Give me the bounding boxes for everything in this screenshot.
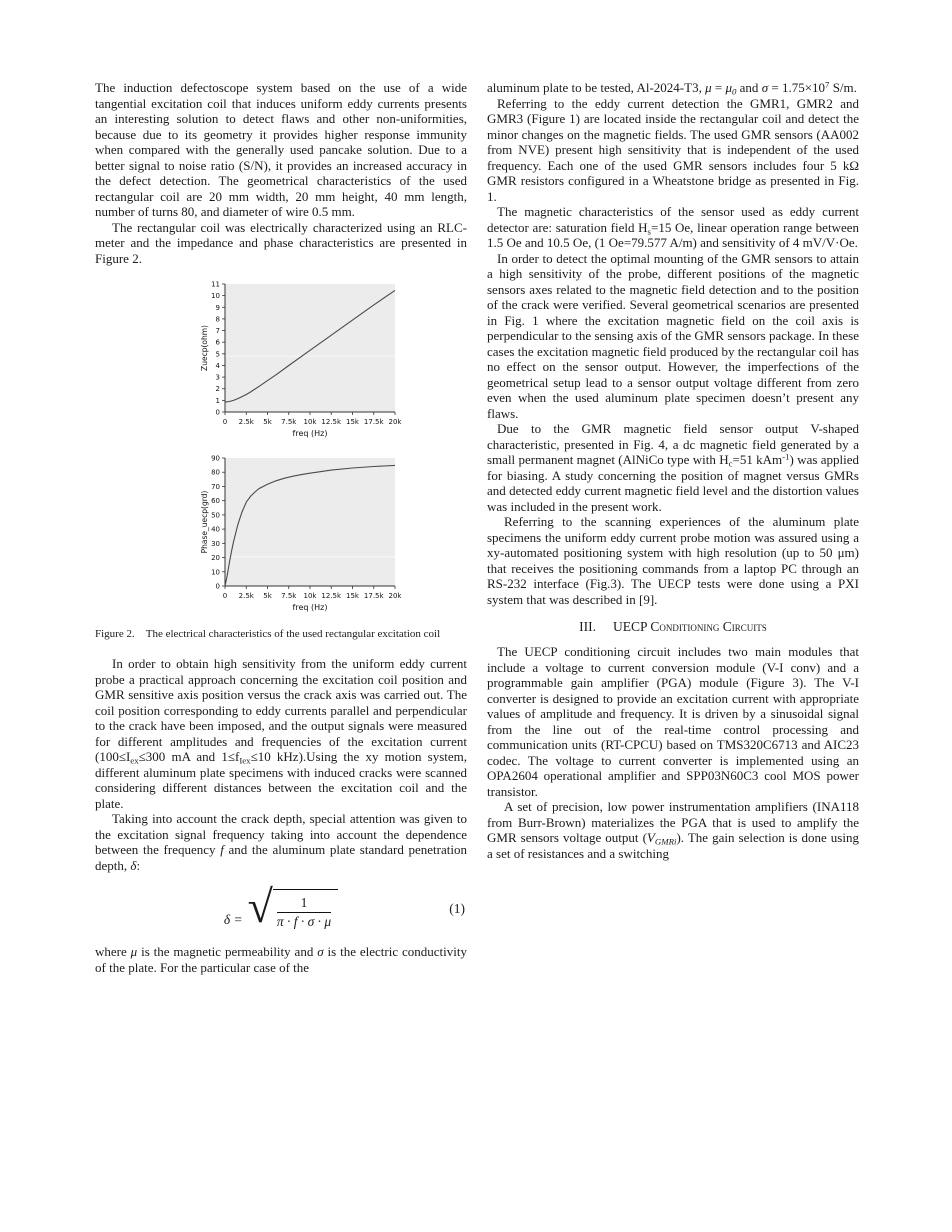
paragraph-rlc-characterization: The rectangular coil was electrically characterized using an RLC-meter and the impedance and phase characteristics are presented in Figure 2. [95, 219, 467, 266]
svg-text:17.5k: 17.5k [363, 592, 384, 600]
figure-2 [199, 280, 403, 621]
figure-caption [95, 628, 467, 641]
square-root [247, 881, 339, 932]
svg-text:9: 9 [215, 303, 220, 312]
section-heading-uecp [487, 619, 859, 635]
svg-text:8: 8 [215, 315, 220, 324]
svg-text:7: 7 [215, 327, 220, 336]
paragraph-pga: A set of precision, low power instrumentation amplifiers (INA118 from Burr-Brown) materializes the PGA that is used to amplify the GMR sensors voltage output $(V_{GMRi})$. The gain selection is done using a set of resistances and a switching [487, 799, 859, 861]
svg-text:2.5k: 2.5k [238, 418, 254, 426]
svg-text:6: 6 [215, 338, 220, 347]
svg-text:0: 0 [222, 418, 228, 426]
right-column [487, 80, 859, 861]
svg-text:7.5k: 7.5k [281, 592, 297, 600]
svg-text:10k: 10k [303, 592, 317, 600]
left-column [95, 80, 467, 975]
svg-text:60: 60 [211, 497, 220, 506]
svg-text:15k: 15k [346, 418, 359, 426]
svg-text:40: 40 [211, 525, 220, 534]
paragraph-permeability: where μ is the magnetic permeability and σ is the electric conductivity of the plate. For the particular case of the [95, 944, 467, 975]
equation-numerator: 1 [277, 895, 331, 913]
svg-text:90: 90 [211, 454, 220, 463]
svg-text:3: 3 [215, 373, 220, 382]
svg-text:80: 80 [211, 468, 220, 477]
svg-text:freq (Hz): freq (Hz) [292, 429, 328, 438]
paragraph-optimal-mounting: In order to detect the optimal mounting of the GMR sensors to attain a high sensitivity of the probe, different positions of the magnetic sensors axes related to the magnetic field detection and to the position of the crack were verified. Several geometrical scenarios are presented in Fig. 1 where the excitation magnetic field on the coil axis is perpendicular to the sensing axis of the GMR sensors package. In these cases the excitation magnetic field produced by the rectangular coil has no effect on the sensor output. However, the imperfections of the geometrical setup lead to a sensor output voltage different from zero even when the used aluminum plate specimen doesn’t present any flaws. [487, 250, 859, 421]
svg-text:1: 1 [215, 396, 220, 405]
section-title: UECP Conditioning Circuits [613, 619, 767, 634]
svg-text:2: 2 [215, 385, 220, 394]
paragraph-aluminum-plate: aluminum plate to be tested, Al-2024-T3, $\mu = \mu_0$ and $\sigma = 1.75\times 10^7$ S/m. [487, 79, 857, 97]
svg-text:20: 20 [211, 554, 220, 563]
paragraph-sensitivity-approach: In order to obtain high sensitivity from the uniform eddy current probe a practical approach concerning the excitation coil position and GMR sensitive axis position versus the crack axis was carried out. The coil position corresponding to eddy currents parallel and perpendicular to the crack have been imposed, and the output signals were measured for different amplitudes and frequencies of the excitation current ($100\le I_{ex}\le 300$ mA and $1\le f_{Iex}\le 10$ kHz).Using the xy motion system, different aluminum plate specimens with induced cracks were scanned considering different distances between the excitation coil and the plate. [95, 656, 467, 811]
svg-text:12.5k: 12.5k [321, 592, 342, 600]
section-number: III. [579, 619, 597, 634]
equation-number: (1) [449, 901, 465, 916]
equation-denominator: π · f · σ · μ [276, 914, 332, 929]
svg-text:2.5k: 2.5k [238, 592, 254, 600]
paragraph-defectoscope-intro: The induction defectoscope system based on the use of a wide tangential excitation coil that induces uniform eddy currents presents an interesting solution to detect flaws and other non-uniformities, because due to its geometry it provides higher response immunity when compared with the generally used pancake solution. Due to a better signal to noise ratio (S/N), it provides an increased accuracy in the defect detection. The geometrical characteristics of the used rectangular coil are 20 mm width, 20 mm height, 40 mm length, number of turns 80, and diameter of wire 0.5 mm. [95, 80, 467, 219]
svg-text:10: 10 [211, 292, 220, 301]
phase-chart [199, 454, 403, 621]
figure-caption-text: The electrical characteristics of the used rectangular excitation coil [145, 628, 441, 640]
paragraph-crack-depth: Taking into account the crack depth, special attention was given to the excitation signal frequency taking into account the dependence between the frequency f and the aluminum plate standard penetration depth, δ: [95, 811, 467, 873]
svg-text:Phase_uecp(grd): Phase_uecp(grd) [200, 490, 209, 554]
svg-text:30: 30 [211, 539, 220, 548]
paragraph-gmr-detection: Referring to the eddy current detection the GMR1, GMR2 and GMR3 (Figure 1) are located inside the rectangular coil and detect the minor changes on the magnetic fields. The used GMR sensors (AA002 from NVE) present high sensitivity that is independent of the used frequency. Each one of the used GMR sensors includes four 5 kΩ GMR resistors configured in a Wheatstone bridge as presented in Fig. 1. [487, 95, 859, 204]
svg-text:5k: 5k [263, 418, 272, 426]
svg-text:0: 0 [222, 592, 228, 600]
svg-text:Zuecp(ohm): Zuecp(ohm) [200, 325, 209, 371]
svg-text:15k: 15k [346, 592, 359, 600]
paragraph-v-shaped-biasing: Due to the GMR magnetic field sensor output V-shaped characteristic, presented in Fig. 4, a dc magnetic field generated by a small permanent magnet (AlNiCo type with $H_c=51$ kAm$^{-1}$) was applied for biasing. A study concerning the position of magnet versus GMRs and detected eddy current magnetic field level and the distortion values was included in the present work. [487, 421, 859, 514]
svg-text:7.5k: 7.5k [281, 418, 297, 426]
equation-lhs: δ = [223, 912, 243, 927]
svg-text:70: 70 [211, 482, 220, 491]
figure-caption-label: Figure 2. [95, 628, 135, 640]
svg-text:freq (Hz): freq (Hz) [292, 603, 328, 612]
svg-text:10: 10 [211, 568, 220, 577]
svg-text:4: 4 [215, 361, 220, 370]
svg-text:0: 0 [215, 582, 220, 591]
equation-1 [95, 881, 467, 932]
impedance-chart [199, 280, 403, 447]
paragraph-conditioning-circuit: The UECP conditioning circuit includes two main modules that include a voltage to current conversion module (V-I conv) and a programmable gain amplifier (PGA) module (Figure 3). The V-I converter is designed to provide an excitation current with appropriate values of amplitude and frequency. It is driven by a sinusoidal signal from the line out of the real-time control processing and communication units (RT-CPCU) based on TMS320C6713 and AIC23 codec. The voltage to current converter is implemented using an OPA2604 operational amplifier and SPP03N60C3 cool MOS power transistor. [487, 644, 859, 799]
svg-text:17.5k: 17.5k [363, 418, 384, 426]
radical-sign: √ [247, 881, 273, 932]
svg-text:11: 11 [211, 280, 220, 289]
svg-text:12.5k: 12.5k [321, 418, 342, 426]
svg-text:20k: 20k [388, 592, 402, 600]
equation-body [223, 881, 338, 932]
svg-text:50: 50 [211, 511, 220, 520]
svg-text:5: 5 [215, 350, 220, 359]
svg-text:0: 0 [215, 408, 220, 417]
svg-text:5k: 5k [263, 592, 272, 600]
paragraph-magnetic-characteristics: The magnetic characteristics of the sensor used as eddy current detector are: saturation field $H_s=15$ Oe, linear operation range between 1.5 Oe and 10.5 Oe, (1 Oe=79.577 A/m) and sensitivity of 4 mV/V·Oe. [487, 204, 859, 250]
svg-text:20k: 20k [388, 418, 402, 426]
paragraph-scanning-experiences: Referring to the scanning experiences of the aluminum plate specimens the uniform eddy current probe motion was assured using a xy-automated positioning system with high resolution (up to 50 μm) that receives the positioning commands from a laptop PC through an RS-232 interface (Fig.3). The UECP tests were done using a PXI system that was described in [9]. [487, 514, 859, 607]
svg-text:10k: 10k [303, 418, 317, 426]
